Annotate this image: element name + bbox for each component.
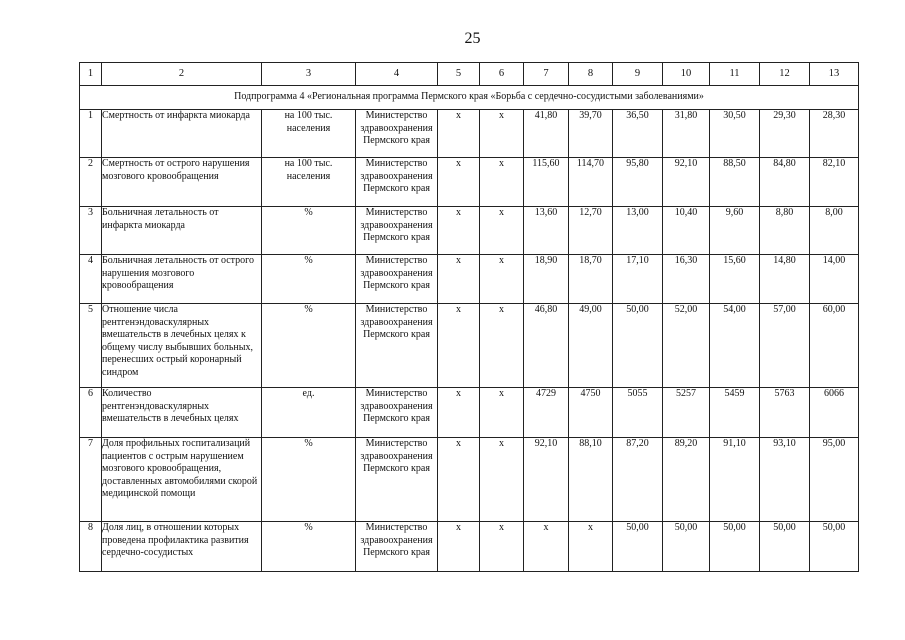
column-header: 13 xyxy=(810,63,859,86)
value-cell: 41,80 xyxy=(524,110,569,158)
row-number: 4 xyxy=(80,255,102,304)
value-cell: 28,30 xyxy=(810,110,859,158)
unit-cell: ед. xyxy=(262,388,356,438)
value-cell: 5055 xyxy=(613,388,663,438)
value-cell: 88,10 xyxy=(569,438,613,522)
value-cell: 54,00 xyxy=(710,304,760,388)
value-cell: 4750 xyxy=(569,388,613,438)
table-row xyxy=(80,158,859,207)
value-cell: 95,00 xyxy=(810,438,859,522)
responsible-org: Министерство здравоохранения Пермского края xyxy=(356,522,438,572)
row-number: 7 xyxy=(80,438,102,522)
column-header: 9 xyxy=(613,63,663,86)
value-cell: 8,80 xyxy=(760,207,810,255)
column-header: 7 xyxy=(524,63,569,86)
column-header: 10 xyxy=(663,63,710,86)
value-cell: 5763 xyxy=(760,388,810,438)
value-cell: 5459 xyxy=(710,388,760,438)
indicator-name: Больничная летальность от острого нарушения мозгового кровообращения xyxy=(102,255,262,304)
value-cell: 13,00 xyxy=(613,207,663,255)
value-cell: 92,10 xyxy=(524,438,569,522)
value-cell: х xyxy=(480,304,524,388)
value-cell: 17,10 xyxy=(613,255,663,304)
value-cell: 57,00 xyxy=(760,304,810,388)
value-cell: 39,70 xyxy=(569,110,613,158)
indicator-name: Доля профильных госпитализаций пациентов с острым нарушением мозгового кровообращения, доставленных автомобилями скорой медицинской помощи xyxy=(102,438,262,522)
responsible-org: Министерство здравоохранения Пермского края xyxy=(356,255,438,304)
value-cell: 4729 xyxy=(524,388,569,438)
value-cell: х xyxy=(438,110,480,158)
value-cell: 92,10 xyxy=(663,158,710,207)
value-cell: 10,40 xyxy=(663,207,710,255)
unit-cell: на 100 тыс. населения xyxy=(262,110,356,158)
responsible-org: Министерство здравоохранения Пермского края xyxy=(356,438,438,522)
row-number: 5 xyxy=(80,304,102,388)
value-cell: 18,70 xyxy=(569,255,613,304)
value-cell: х xyxy=(480,438,524,522)
value-cell: 87,20 xyxy=(613,438,663,522)
value-cell: 88,50 xyxy=(710,158,760,207)
value-cell: 50,00 xyxy=(710,522,760,572)
value-cell: 89,20 xyxy=(663,438,710,522)
value-cell: 91,10 xyxy=(710,438,760,522)
value-cell: х xyxy=(438,388,480,438)
column-header: 8 xyxy=(569,63,613,86)
table-row xyxy=(80,438,859,522)
row-number: 6 xyxy=(80,388,102,438)
indicator-name: Смертность от острого нарушения мозгового кровообращения xyxy=(102,158,262,207)
value-cell: 82,10 xyxy=(810,158,859,207)
table-row xyxy=(80,304,859,388)
value-cell: 5257 xyxy=(663,388,710,438)
value-cell: 50,00 xyxy=(760,522,810,572)
value-cell: 36,50 xyxy=(613,110,663,158)
value-cell: 93,10 xyxy=(760,438,810,522)
value-cell: 50,00 xyxy=(613,522,663,572)
value-cell: х xyxy=(480,522,524,572)
subprogram-row xyxy=(80,86,859,110)
column-header: 1 xyxy=(80,63,102,86)
column-header: 5 xyxy=(438,63,480,86)
value-cell: 18,90 xyxy=(524,255,569,304)
value-cell: х xyxy=(480,110,524,158)
row-number: 2 xyxy=(80,158,102,207)
responsible-org: Министерство здравоохранения Пермского края xyxy=(356,207,438,255)
row-number: 1 xyxy=(80,110,102,158)
indicator-name: Больничная летальность от инфаркта миокарда xyxy=(102,207,262,255)
value-cell: 30,50 xyxy=(710,110,760,158)
indicator-name: Отношение числа рентгенэндоваскулярных вмешательств в лечебных целях к общему числу выбывших больных, перенесших острый коронарный синдром xyxy=(102,304,262,388)
value-cell: 50,00 xyxy=(663,522,710,572)
value-cell: х xyxy=(438,207,480,255)
indicator-name: Доля лиц, в отношении которых проведена профилактика развития сердечно-сосудистых xyxy=(102,522,262,572)
value-cell: 15,60 xyxy=(710,255,760,304)
value-cell: 9,60 xyxy=(710,207,760,255)
column-header: 3 xyxy=(262,63,356,86)
responsible-org: Министерство здравоохранения Пермского края xyxy=(356,110,438,158)
value-cell: 16,30 xyxy=(663,255,710,304)
column-header: 4 xyxy=(356,63,438,86)
value-cell: 95,80 xyxy=(613,158,663,207)
value-cell: х xyxy=(438,522,480,572)
indicator-name: Смертность от инфаркта миокарда xyxy=(102,110,262,158)
responsible-org: Министерство здравоохранения Пермского края xyxy=(356,388,438,438)
value-cell: 50,00 xyxy=(810,522,859,572)
value-cell: х xyxy=(480,207,524,255)
row-number: 3 xyxy=(80,207,102,255)
value-cell: 84,80 xyxy=(760,158,810,207)
value-cell: 114,70 xyxy=(569,158,613,207)
value-cell: 115,60 xyxy=(524,158,569,207)
value-cell: х xyxy=(480,255,524,304)
value-cell: 12,70 xyxy=(569,207,613,255)
column-header: 12 xyxy=(760,63,810,86)
value-cell: х xyxy=(480,158,524,207)
subprogram-title: Подпрограмма 4 «Региональная программа Пермского края «Борьба с сердечно-сосудистыми заболеваниями» xyxy=(80,86,859,110)
column-header: 2 xyxy=(102,63,262,86)
indicator-name: Количество рентгенэндоваскулярных вмешательств в лечебных целях xyxy=(102,388,262,438)
column-number-row xyxy=(80,63,859,86)
value-cell: 8,00 xyxy=(810,207,859,255)
value-cell: 13,60 xyxy=(524,207,569,255)
unit-cell: % xyxy=(262,207,356,255)
unit-cell: % xyxy=(262,255,356,304)
value-cell: 31,80 xyxy=(663,110,710,158)
table-row xyxy=(80,255,859,304)
value-cell: х xyxy=(438,158,480,207)
table-row xyxy=(80,388,859,438)
table-row xyxy=(80,110,859,158)
indicators-table xyxy=(79,62,859,572)
value-cell: х xyxy=(480,388,524,438)
page-number: 25 xyxy=(464,30,481,47)
unit-cell: % xyxy=(262,522,356,572)
value-cell: 60,00 xyxy=(810,304,859,388)
table-row xyxy=(80,207,859,255)
column-header: 6 xyxy=(480,63,524,86)
value-cell: 14,00 xyxy=(810,255,859,304)
value-cell: 52,00 xyxy=(663,304,710,388)
responsible-org: Министерство здравоохранения Пермского края xyxy=(356,158,438,207)
column-header: 11 xyxy=(710,63,760,86)
value-cell: 49,00 xyxy=(569,304,613,388)
value-cell: х xyxy=(438,255,480,304)
value-cell: 50,00 xyxy=(613,304,663,388)
value-cell: 46,80 xyxy=(524,304,569,388)
value-cell: х xyxy=(438,304,480,388)
value-cell: х xyxy=(524,522,569,572)
responsible-org: Министерство здравоохранения Пермского края xyxy=(356,304,438,388)
value-cell: 6066 xyxy=(810,388,859,438)
unit-cell: % xyxy=(262,304,356,388)
value-cell: 29,30 xyxy=(760,110,810,158)
unit-cell: на 100 тыс. населения xyxy=(262,158,356,207)
table-row xyxy=(80,522,859,572)
value-cell: 14,80 xyxy=(760,255,810,304)
unit-cell: % xyxy=(262,438,356,522)
row-number: 8 xyxy=(80,522,102,572)
value-cell: х xyxy=(438,438,480,522)
value-cell: х xyxy=(569,522,613,572)
